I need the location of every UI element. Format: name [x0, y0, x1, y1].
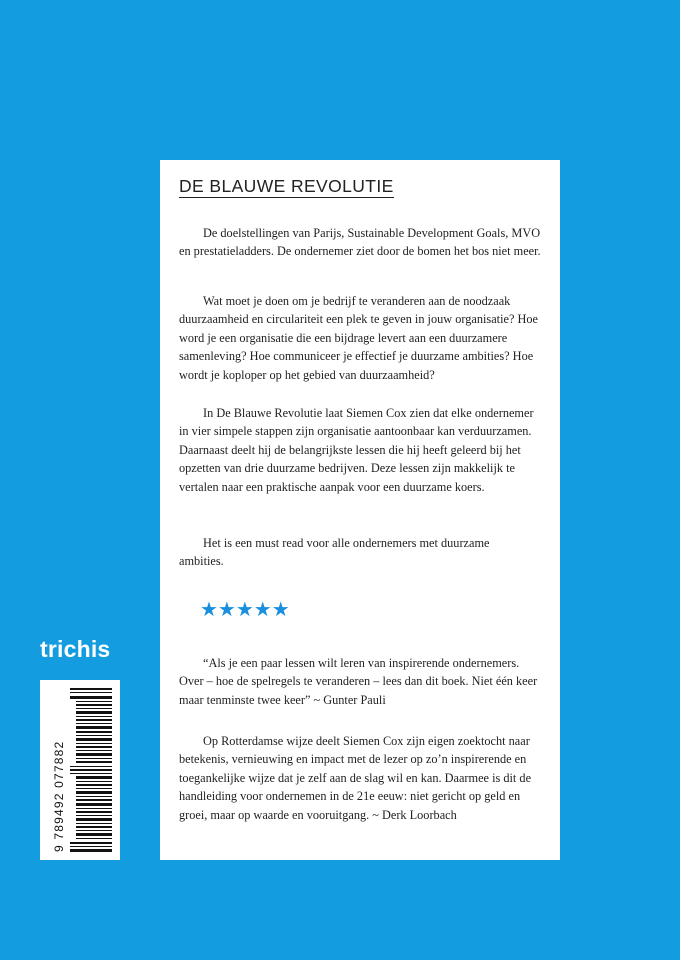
back-cover-text-panel — [160, 160, 560, 860]
blurb-paragraph-3: In De Blauwe Revolutie laat Siemen Cox zien dat elke ondernemer in vier simpele stappen zijn organisatie aantoonbaar kan verduurzamen. Daarnaast deelt hij de belangrijkste lessen die hij heeft geleerd bij het opzetten van drie duurzame bedrijven. Deze lessen zijn makkelijk te vertalen naar een praktische aanpak voor een duurzame koers. — [179, 406, 534, 494]
book-title: DE BLAUWE REVOLUTIE — [179, 176, 394, 196]
quote-gunter-pauli: “Als je een paar lessen wilt leren van inspirerende ondernemers. Over – hoe de spelregels te veranderen – lees dan dit boek. Niet één keer maar tenminste twee keer” ~ Gunter Pauli — [179, 656, 538, 707]
rating-stars: ★★★★★ — [200, 597, 290, 621]
isbn-barcode — [40, 680, 120, 860]
barcode-bars — [70, 688, 112, 852]
publisher-logo: trichis — [40, 636, 111, 662]
quote-derk-loorbach: Op Rotterdamse wijze deelt Siemen Cox zijn eigen zoektocht naar betekenis, vernieuwing en impact met de lezer op zo’n inspirerende en toegankelijke wijze dat je zelf aan de slag wil en kan. Daarmee is dit de handleiding voor ondernemen in de 21e eeuw: niet gericht op geld en groei, maar op waarde en vooruitgang. ~ Derk Loorbach — [179, 734, 532, 822]
blurb-paragraph-2: Wat moet je doen om je bedrijf te veranderen aan de noodzaak duurzaamheid en circulariteit een plek te geven in jouw organisatie? Hoe word je een organisatie die een bijdrage levert aan een duurzamere samenleving? Hoe communiceer je effectief je duurzame ambities? Hoe wordt je koploper op het gebied van duurzaamheid? — [179, 294, 538, 382]
isbn-number: 9 789492 077882 — [52, 740, 66, 852]
blurb-paragraph-1: De doelstellingen van Parijs, Sustainable Development Goals, MVO en prestatieladders. De ondernemer ziet door de bomen het bos niet meer. — [179, 226, 541, 259]
blurb-paragraph-4: Het is een must read voor alle ondernemers met duurzame ambities. — [179, 536, 490, 569]
